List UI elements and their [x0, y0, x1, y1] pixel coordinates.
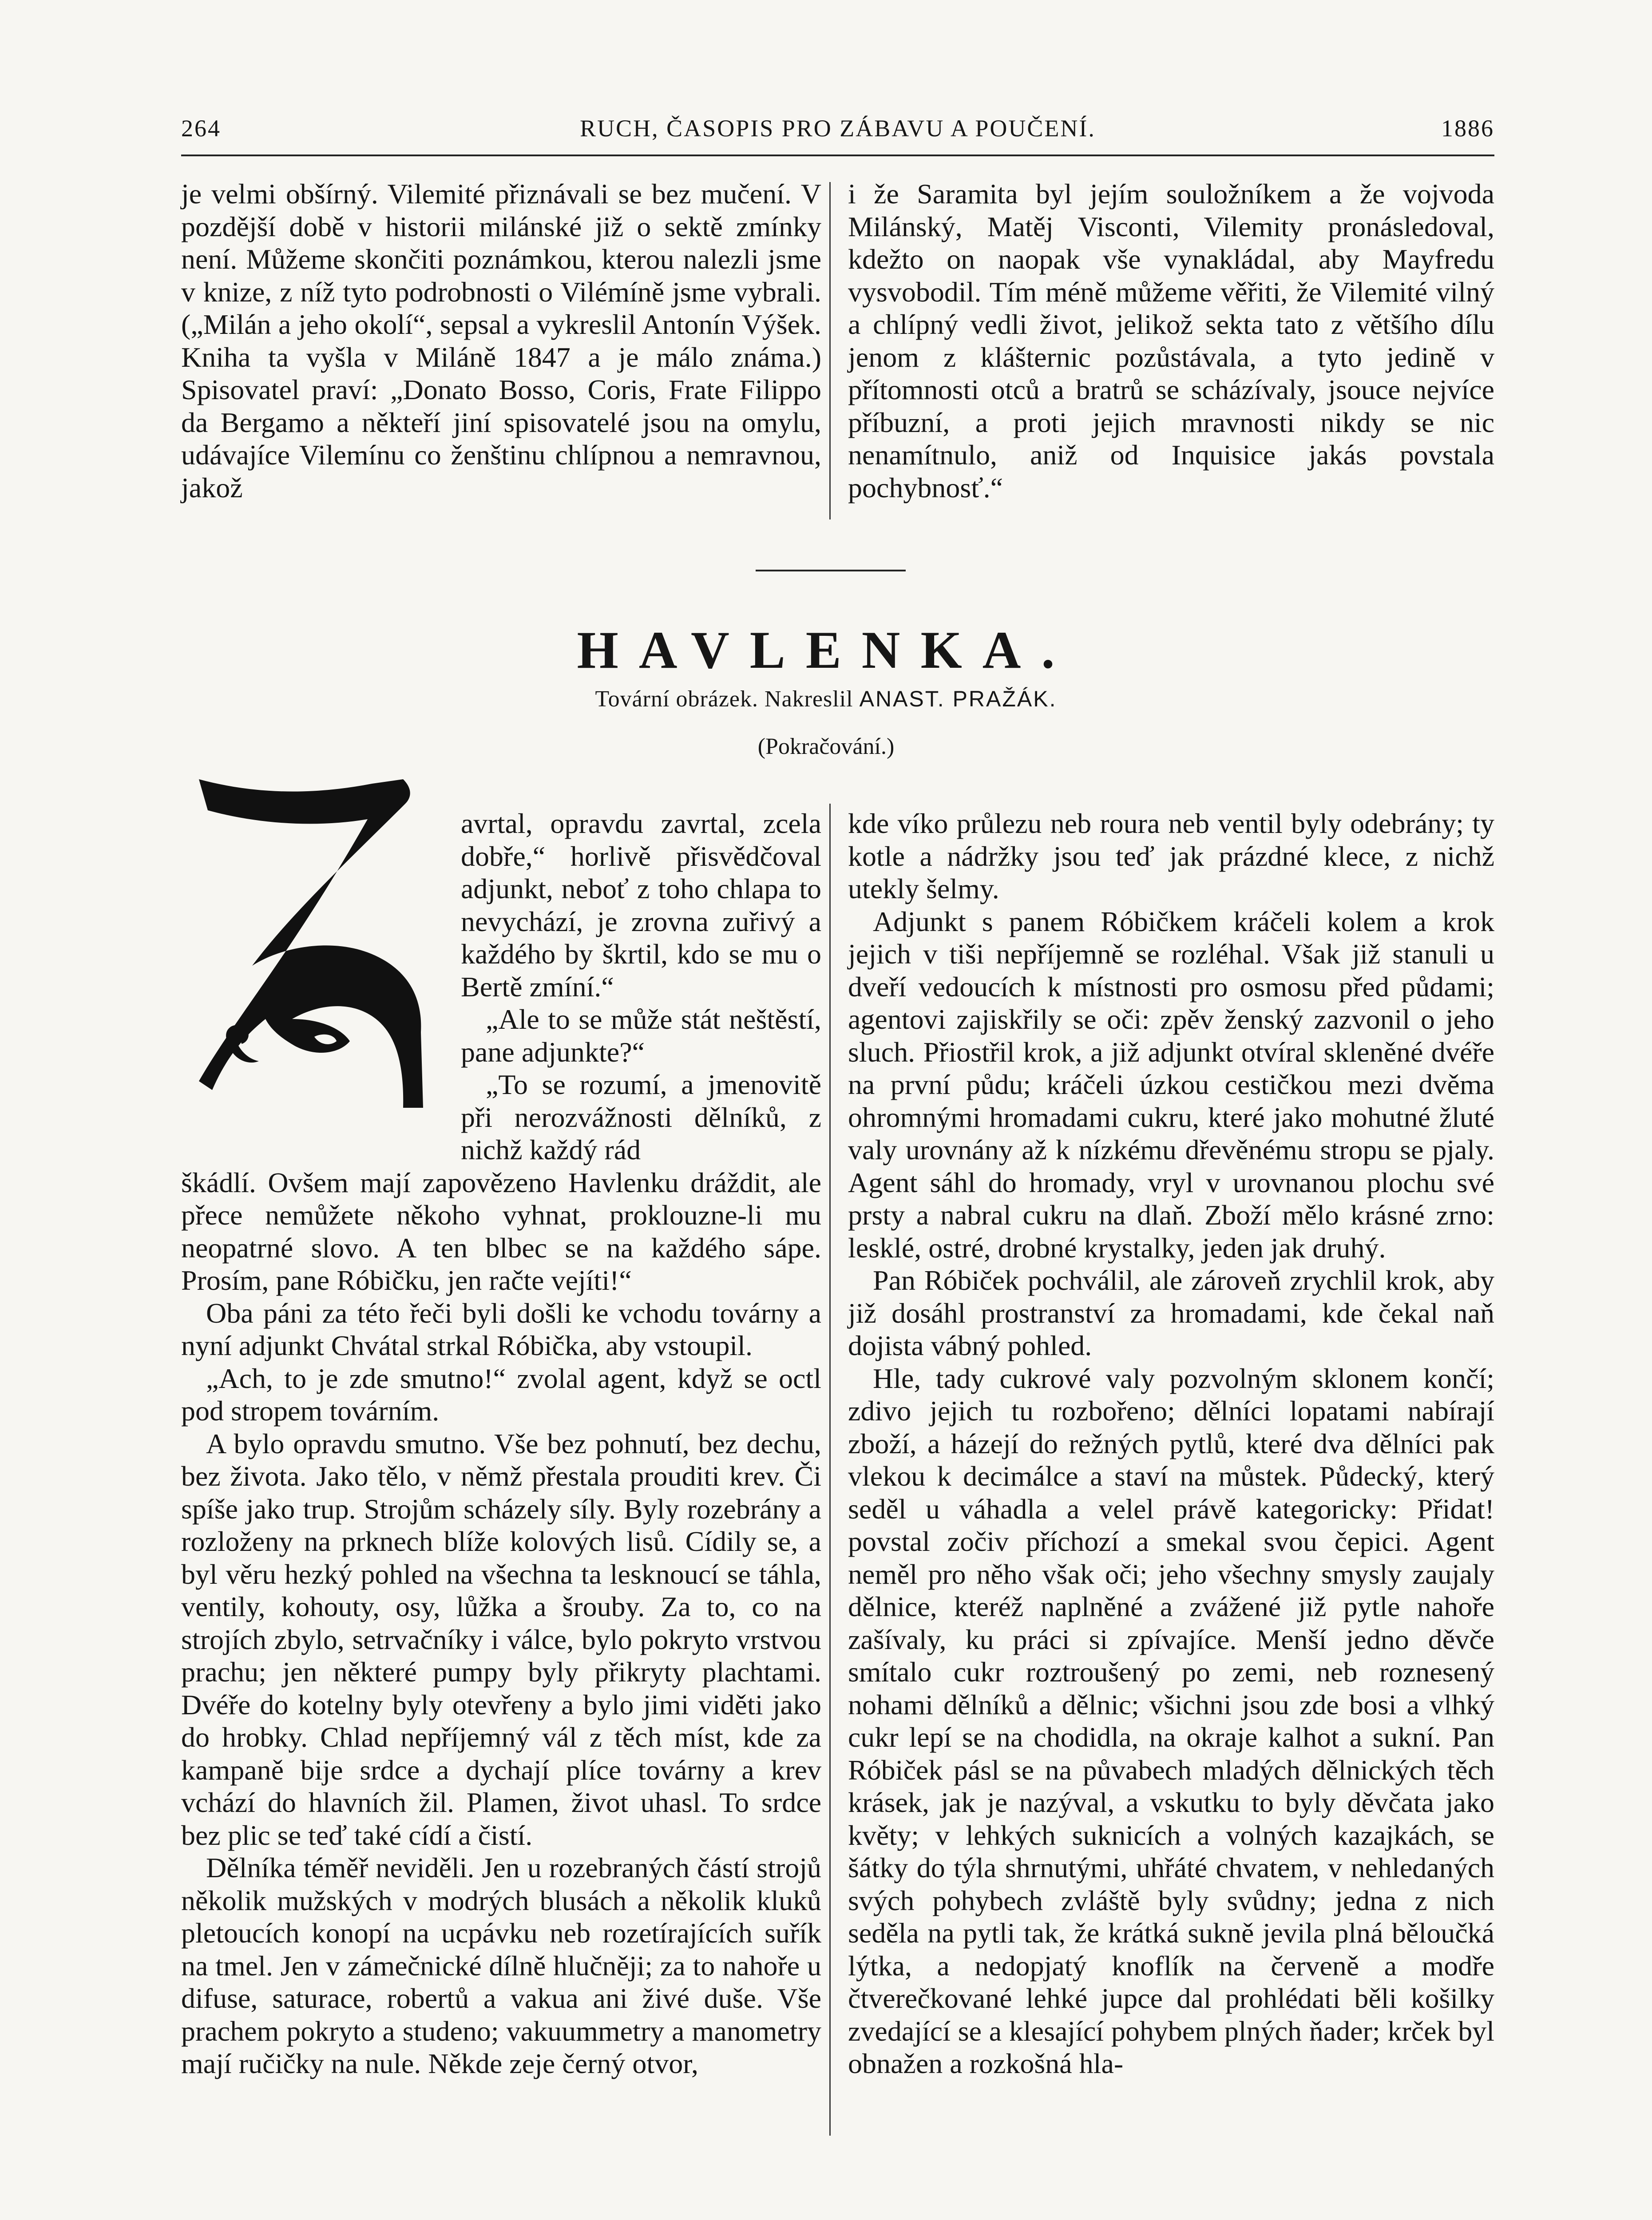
top-right-paragraph: i že Saramita byl jejím souložníkem a že vojvoda Milánský, Matěj Visconti, Vilemity pronásledoval, kdežto on naopak vše vynakládal, aby Mayfredu vysvobodil. Tím méně můžeme věřiti, že Vilemité vilný a chlípný vedli život, jelikož sekta tato z většího dílu jenom z klášternic pozůstávala, a tyto jedině v přítomnosti otců a bratrů se scházívaly, jsouce nejvíce příbuzní, a proti jejich mravnosti nikdy se nic nenamítnulo, aniž od Inquisice jakás povstala pochybnosť.“ — [848, 178, 1494, 503]
article-left-column — [181, 807, 821, 2080]
top-right-column — [848, 178, 1494, 504]
article-paragraph: A bylo opravdu smutno. Vše bez pohnutí, bez dechu, bez života. Jako tělo, v němž přestala prouditi krev. Či spíše jako trup. Strojům scházely síly. Byly rozebrány a rozloženy na prknech blíže kolových lisů. Cídily se, a byl věru hezký pohled na všechna ta lesknoucí se táhla, ventily, kohouty, osy, lůžka a šrouby. Za to, co na strojích zbylo, setrvačníky i válce, bylo pokryto vrstvou prachu; jen některé pumpy byly přikryty plachtami. Dvéře do kotelny byly otevřeny a bylo jimi viděti jako do hrobky. Chlad nepříjemný vál z těch míst, kde za kampaně bije srdce a dychají plíce továrny a krev vchází do hlavních žil. Plamen, život uhasl. To srdce bez plic se teď také cídí a čistí. — [181, 1427, 821, 1851]
article-paragraph: „Ach, to je zde smutno!“ zvolal agent, když se octl pod stropem továrním. — [181, 1362, 821, 1427]
article-paragraph: škádlí. Ovšem mají zapovězeno Havlenku dráždit, ale přece nemůžete někoho vyhnat, proklouzne-li mu neopatrné slovo. A ten blbec se na každého sápe. Prosím, pane Róbičku, jen račte vejíti!“ — [181, 1166, 821, 1296]
article-paragraph: Oba páni za této řeči byli došli ke vchodu továrny a nyní adjunkt Chvátal strkal Róbička, aby vstoupil. — [181, 1297, 821, 1361]
top-left-column — [181, 178, 821, 504]
section-separator — [756, 570, 906, 571]
year: 1886 — [1441, 115, 1494, 142]
article-paragraph: Pan Róbiček pochválil, ale zároveň zrychlil krok, aby již dosáhl prostranství za hromadami, kde čekal naň dojista vábný pohled. — [848, 1265, 1494, 1361]
journal-title: RUCH, ČASOPIS PRO ZÁBAVU A POUČENÍ. — [580, 115, 1096, 142]
top-left-paragraph: je velmi obšírný. Vilemité přiznávali se bez mučení. V pozdější době v historii milánské již o sektě zmínky není. Můžeme skončiti poznámkou, kterou nalezli jsme v knize, z níž tyto podrobnosti o Vilémíně jsme vybrali. („Milán a jeho okolí“, sepsal a vykreslil Antonín Výšek. Kniha ta vyšla v Miláně 1847 a je málo známa.) Spisovatel praví: „Donato Bosso, Coris, Frate Filippo da Bergamo a někteří jiní spisovatelé jsou na omylu, udávajíce Vilemínu co ženštinu chlípnou a nemravnou, jakož — [181, 178, 821, 503]
article-subtitle: Tovární obrázek. — [595, 686, 759, 712]
article-paragraph: „Ale to se může stát neštěstí, pane adjunkte?“ — [461, 1003, 821, 1068]
article-paragraph: Dělníka téměř neviděli. Jen u rozebraných částí strojů několik mužských v modrých blusách a několik kluků pletoucích konopí na ucpávku neb rozetírajících suřík na tmel. Jen v zámečnické dílně hlučněji; za to nahoře u difuse, saturace, robertů a vakua ani živé duše. Vše prachem pokryto a studeno; vakuummetry a manometry mají ručičky na nule. Někde zeje černý otvor, — [181, 1852, 821, 2079]
page-number: 264 — [181, 115, 221, 142]
article-paragraph: avrtal, opravdu zavrtal, zcela dobře,“ horlivě přisvědčoval adjunkt, neboť z toho chlapa to nevychází, je zrovna zuřivý a každého by škrtil, kdo se mu o Bertě zmíní.“ — [461, 808, 821, 1003]
article-right-column — [848, 807, 1494, 2080]
running-header — [181, 115, 1494, 155]
column-divider-article — [829, 804, 831, 2136]
article-paragraph: „To se rozumí, a jmenovitě při nerozvážnosti dělníků, z nichž každý rád — [461, 1069, 821, 1166]
article-author: ANAST. PRAŽÁK. — [859, 686, 1057, 711]
article-paragraph: Adjunkt s panem Róbičkem kráčeli kolem a krok jejich v tiši nepříjemně se rozléhal. Však již stanuli u dveří vedoucích k místnosti pro osmosu před půdami; agentovi zajiskřily se oči: zpěv ženský zazvonil o jeho sluch. Přiostřil krok, a již adjunkt otvíral skleněné dvéře na první půdu; kráčeli úzkou cestičkou mezi dvěma ohromnými hromadami cukru, které jako mohutné žluté valy urovnány až k nízkému dřevěnému stropu se pjaly. Agent sáhl do hromady, vryl v urovnanou plochu své prsty a nabral cukru na dlaň. Zboží mělo krásné zrno: lesklé, ostré, drobné krystalky, jeden jak druhý. — [848, 905, 1494, 1264]
article-subtitle-line — [0, 686, 1652, 712]
article-title: HAVLENKA. — [577, 620, 1075, 679]
header-rule — [181, 155, 1494, 156]
continuation-note: (Pokračování.) — [757, 734, 895, 759]
article-paragraph: kde víko průlezu neb roura neb ventil byly odebrány; ty kotle a nádržky jsou teď jak prázdné klece, z nichž utekly šelmy. — [848, 808, 1494, 904]
column-divider-top — [829, 182, 831, 519]
drop-cap-letter: Z — [390, 932, 396, 941]
article-paragraph: Hle, tady cukrové valy pozvolným sklonem končí; zdivo jejich tu rozbořeno; dělníci lopatami nabírají zboží, a házejí do režných pytlů, které dva dělníci pak vlekou k decimálce a staví na můstek. Půdecký, který seděl u váhadla a velel právě kategoricky: Přidat! povstal zočiv příchozí a smekal svou čepici. Agent neměl pro něho však oči; jeho všechny smysly zaujaly dělnice, kteréž naplněné a zvážené již pytle nahoře zašívaly, ku práci si zpívajíce. Menší jedno děvče smítalo cukr roztroušený po zemi, neb roznesený nohami dělníků a dělnic; všichni jsou zde bosi a vlhký cukr lepí se na chodidla, na okraje kalhot a sukní. Pan Róbiček pásl se na půvabech mladých dělnických těch krásek, jak je nazýval, a vskutku to byly děvčata jako květy; v lehkých suknicích a volných kazajkách, se šátky do týla shrnutými, uhřáté chvatem, v nehledaných svých pohybech zvláště byly svůdny; jedna z nich seděla na pytli tak, že krátká sukně jevila plná běloučká lýtka, a nedopjatý knoflík na červeně a modře čtverečkované lehké jupce dal prohlédati běli košilky zvedající se a klesající pohybem plných ňader; krček byl obnažen a rozkošná hla- — [848, 1362, 1494, 2079]
author-prefix: Nakreslil — [765, 686, 853, 712]
